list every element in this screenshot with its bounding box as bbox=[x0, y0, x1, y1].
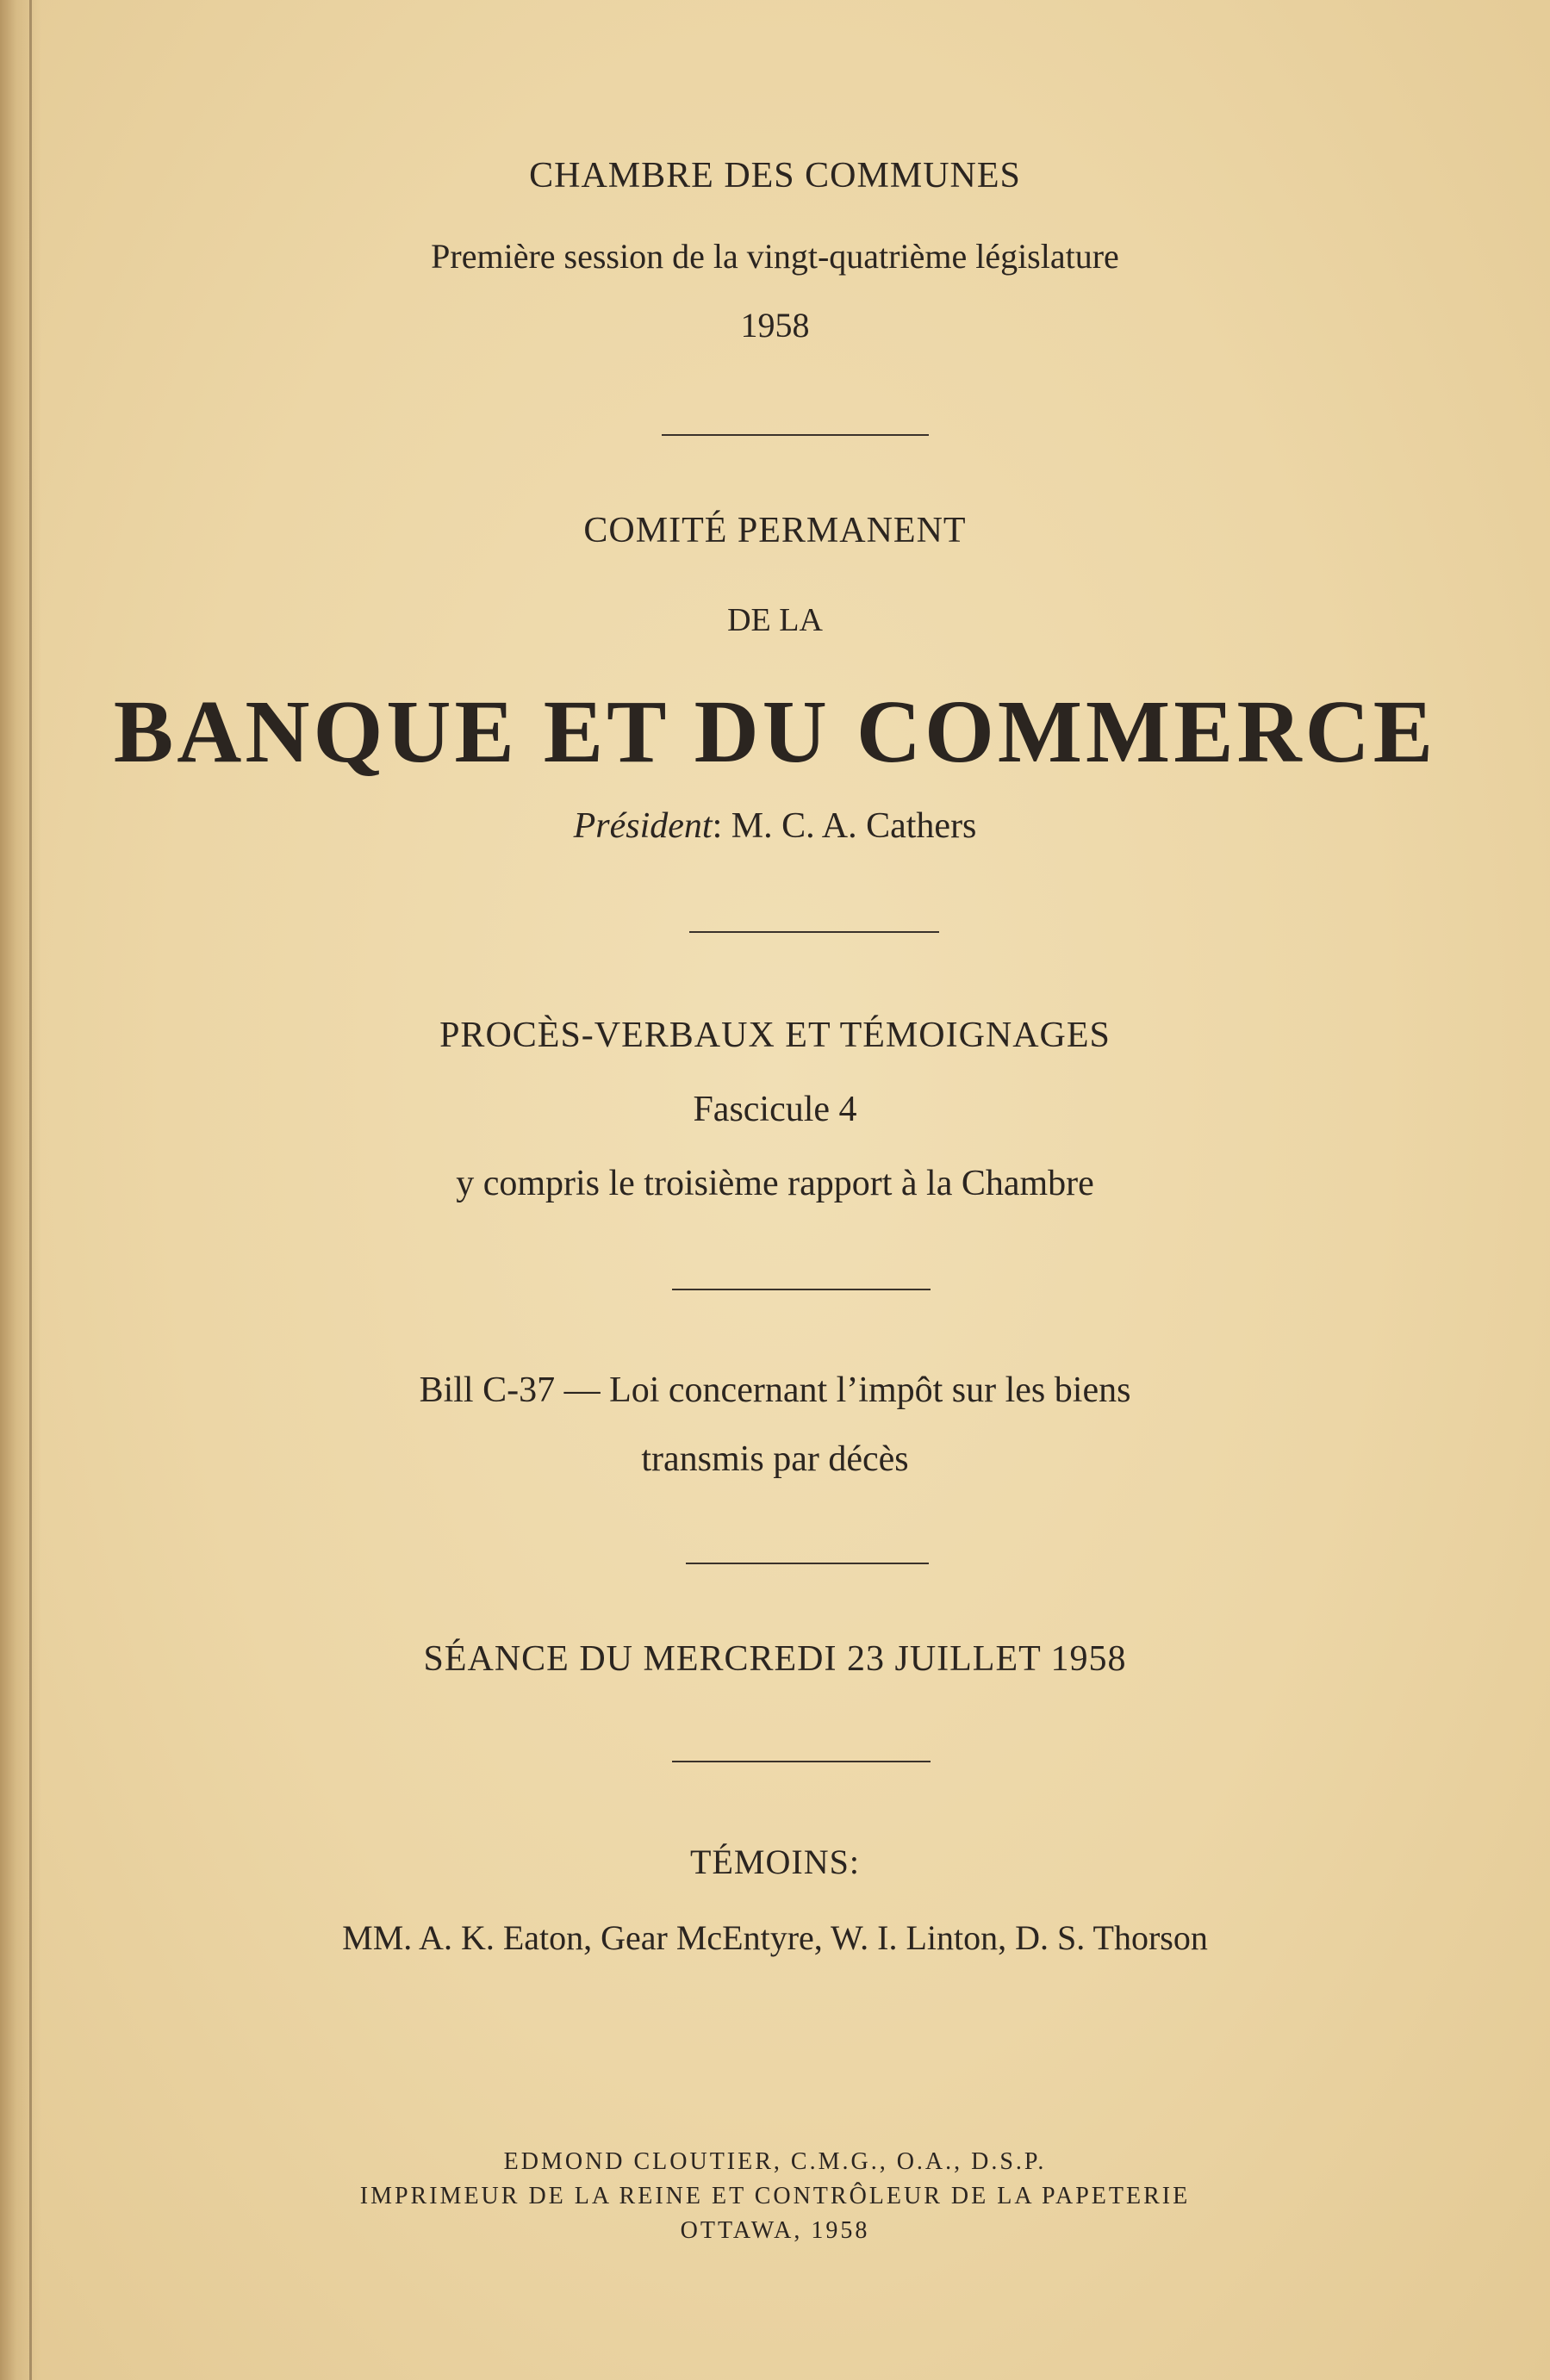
committee-line-2: DE LA bbox=[727, 602, 823, 638]
fascicule-number: Fascicule 4 bbox=[693, 1090, 857, 1129]
witnesses-names: MM. A. K. Eaton, Gear McEntyre, W. I. Linton, D. S. Thorson bbox=[342, 1918, 1208, 1957]
divider-rule bbox=[672, 1761, 931, 1762]
president-label: Président bbox=[573, 806, 713, 846]
committee-line-1: COMITÉ PERMANENT bbox=[583, 511, 967, 550]
divider-rule bbox=[686, 1563, 929, 1564]
president-name: : M. C. A. Cathers bbox=[712, 806, 977, 846]
bill-line-1: Bill C-37 — Loi concernant l’impôt sur les biens bbox=[419, 1370, 1131, 1410]
committee-name: BANQUE ET DU COMMERCE bbox=[113, 682, 1437, 781]
sitting-date: SÉANCE DU MERCREDI 23 JUILLET 1958 bbox=[423, 1639, 1127, 1679]
report-note: y compris le troisième rapport à la Chambre bbox=[456, 1164, 1094, 1203]
chamber-title: CHAMBRE DES COMMUNES bbox=[529, 156, 1021, 196]
session-line: Première session de la vingt-quatrième législature bbox=[431, 237, 1119, 276]
divider-rule bbox=[662, 434, 929, 436]
imprint-printer: EDMOND CLOUTIER, C.M.G., O.A., D.S.P. bbox=[503, 2148, 1047, 2175]
witnesses-label: TÉMOINS: bbox=[690, 1842, 860, 1881]
imprint-title: IMPRIMEUR DE LA REINE ET CONTRÔLEUR DE LA PAPETERIE bbox=[359, 2183, 1191, 2209]
president-line bbox=[0, 805, 1550, 847]
bill-line-2: transmis par décès bbox=[641, 1439, 909, 1479]
imprint-place-year: OTTAWA, 1958 bbox=[680, 2217, 870, 2244]
proceedings-title: PROCÈS-VERBAUX ET TÉMOIGNAGES bbox=[439, 1016, 1111, 1055]
divider-rule bbox=[689, 931, 939, 933]
divider-rule bbox=[672, 1289, 931, 1290]
year-line: 1958 bbox=[740, 306, 810, 345]
